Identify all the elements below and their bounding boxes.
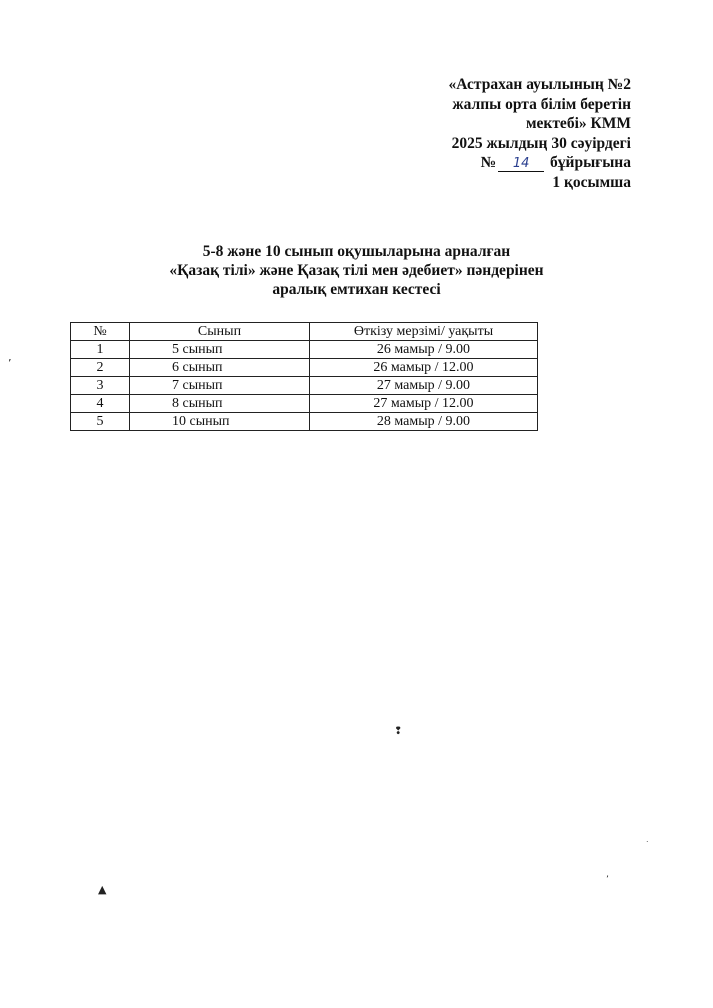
cell-class: 7 сынып [130,377,310,395]
scan-speck-mark: . [646,835,649,844]
order-number: 14 [498,157,544,172]
header-block [449,75,632,192]
cell-class: 6 сынып [130,359,310,377]
title-line-2: «Қазақ тілі» және Қазақ тілі мен әдебиет» пәндерінен [169,262,544,279]
scan-speck-mark: ▲ [98,883,107,896]
table-row [71,395,538,413]
document-title [0,242,713,299]
table-row [71,359,538,377]
cell-datetime: 28 мамыр / 9.00 [310,413,538,431]
cell-number: 2 [71,359,130,377]
header-line-org: мектебі» КММ [525,115,631,132]
scan-speck-mark: ’ [8,357,12,370]
cell-class: 5 сынып [130,341,310,359]
exam-schedule-table [70,322,538,431]
header-line-appendix: 1 қосымша [552,173,631,191]
cell-datetime: 27 мамыр / 9.00 [310,377,538,395]
table-header-row [71,323,538,341]
header-line-order [449,153,632,173]
header-cell-datetime: Өткізу мерзімі/ уақыты [310,323,538,341]
title-line-1: 5-8 және 10 сынып оқушыларына арналған [202,243,511,260]
cell-number: 3 [71,377,130,395]
header-cell-number: № [71,323,130,341]
header-line-type: жалпы орта білім беретін [452,95,631,113]
scan-speck-mark: ’ [606,875,609,885]
table-row [71,377,538,395]
title-line-3: аралық емтихан кестесі [272,281,441,298]
header-cell-class: Сынып [130,323,310,341]
cell-class: 8 сынып [130,395,310,413]
table-row [71,341,538,359]
scan-speck-mark: ❢ [394,726,403,737]
order-prefix: № [480,154,497,171]
cell-number: 5 [71,413,130,431]
header-line-school: «Астрахан ауылының №2 [448,76,631,93]
cell-datetime: 26 мамыр / 9.00 [310,341,538,359]
order-suffix: бұйрығына [550,154,631,171]
cell-class: 10 сынып [130,413,310,431]
table-row [71,413,538,431]
cell-datetime: 26 мамыр / 12.00 [310,359,538,377]
cell-number: 1 [71,341,130,359]
cell-datetime: 27 мамыр / 12.00 [310,395,538,413]
header-line-date: 2025 жылдың 30 сәуірдегі [451,134,631,152]
cell-number: 4 [71,395,130,413]
